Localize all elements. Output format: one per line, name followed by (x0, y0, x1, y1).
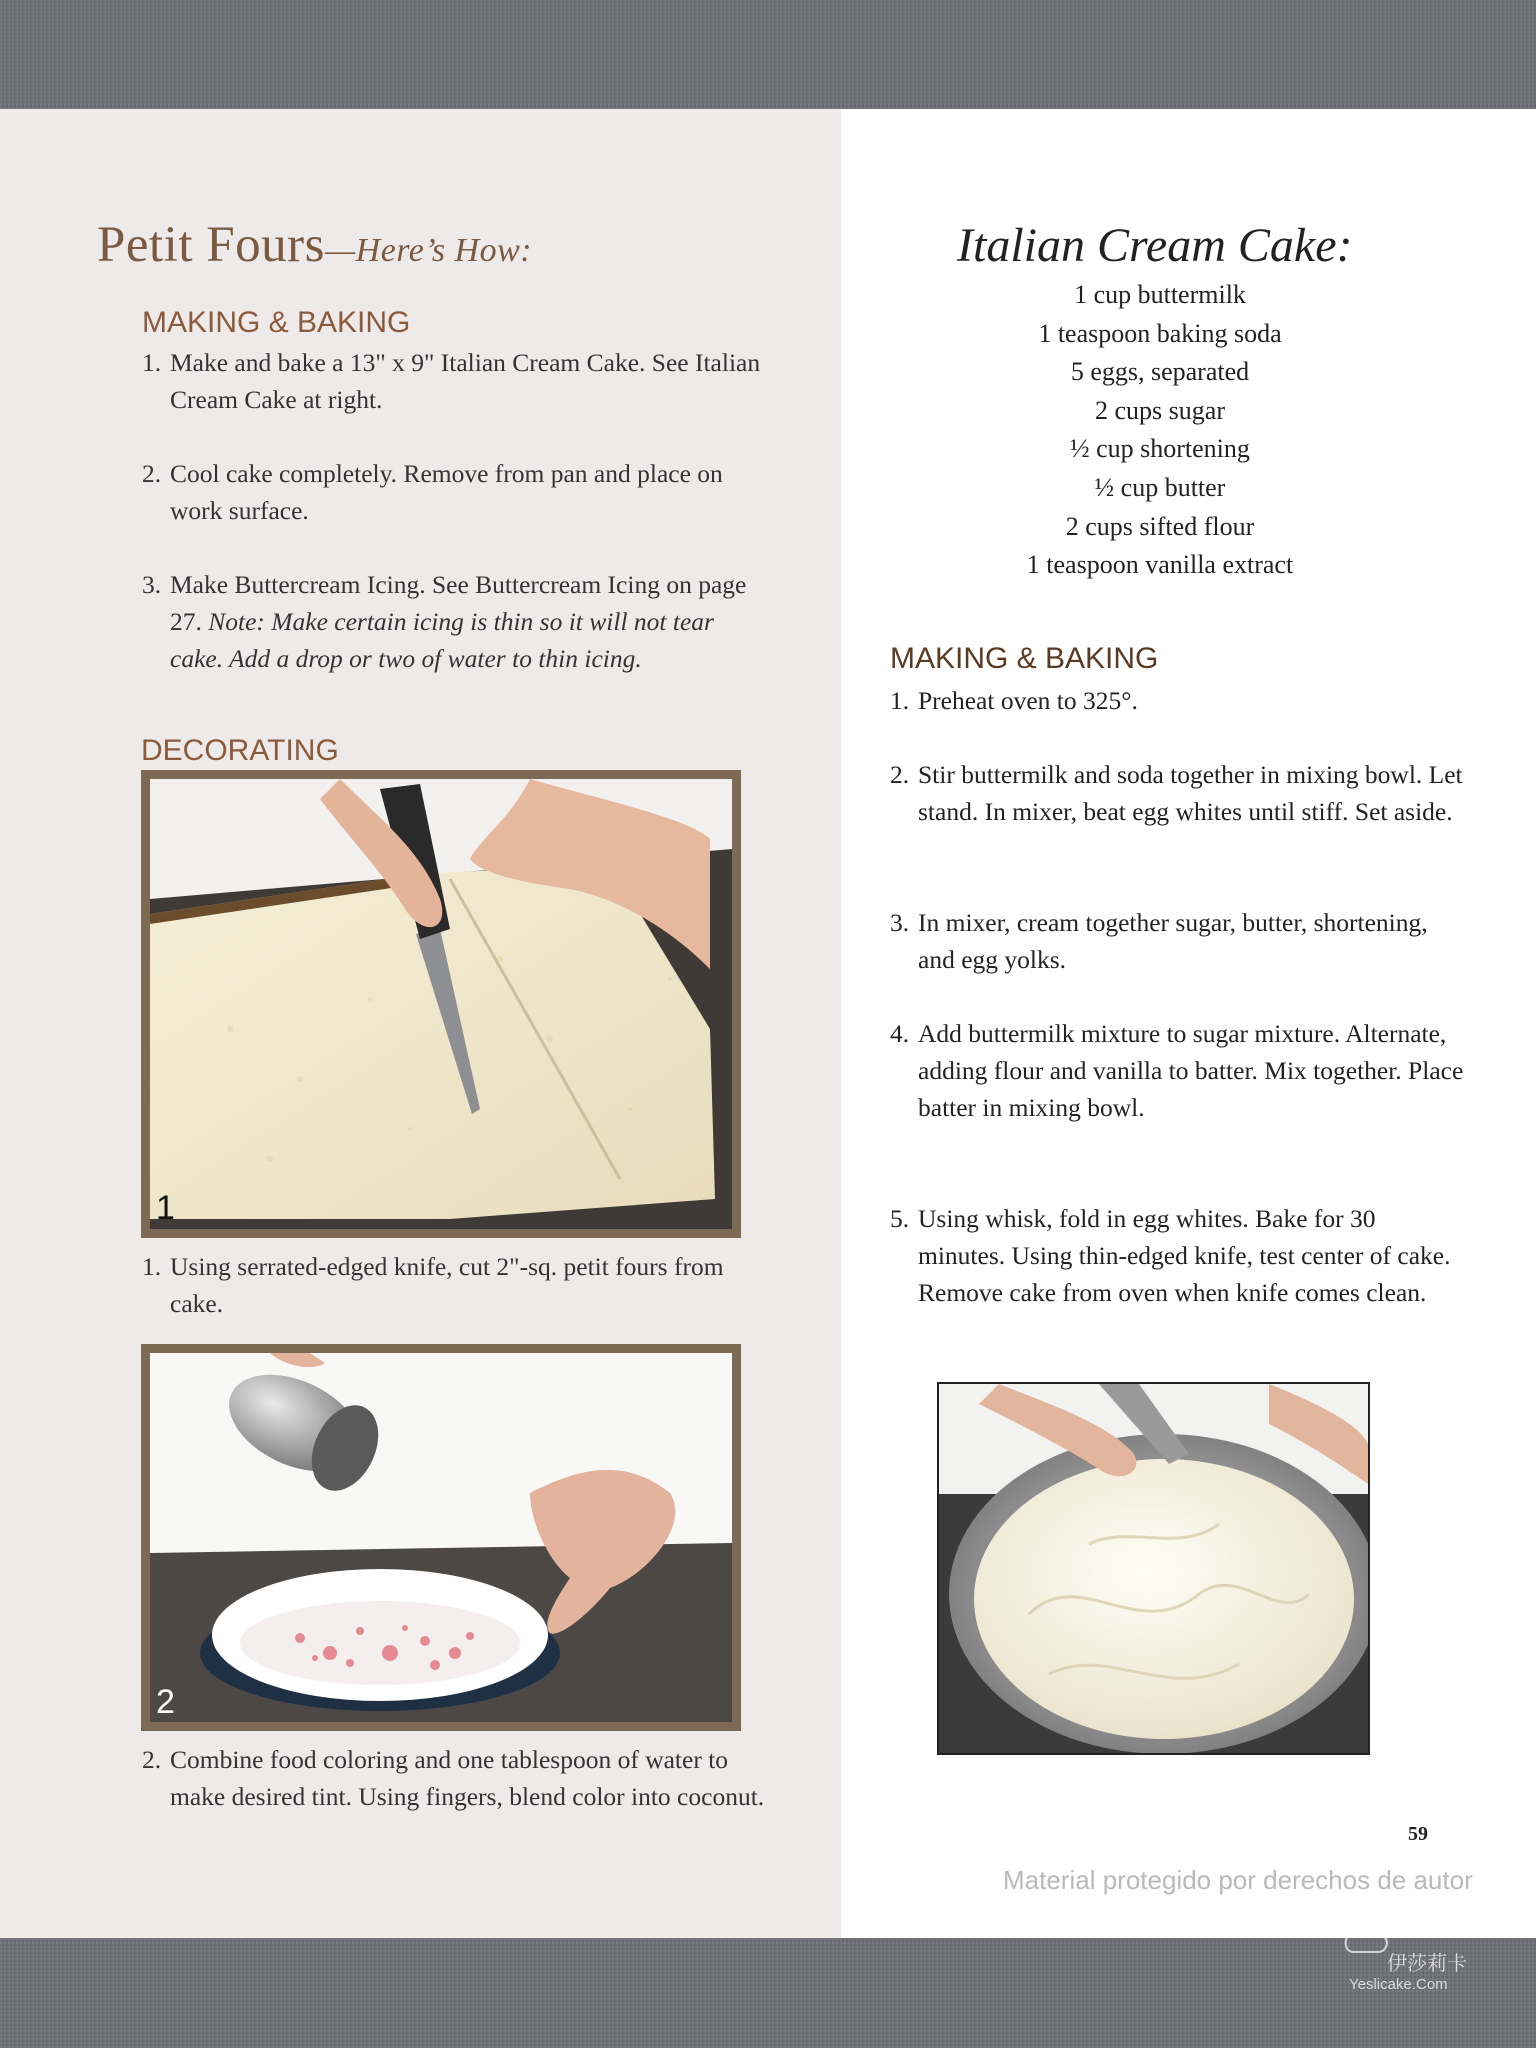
left-step-1: 1. Make and bake a 13" x 9" Italian Cream Cake. See Italian Cream Cake at right. (142, 348, 761, 414)
decorating-heading: DECORATING (141, 734, 339, 767)
ingredient-item: ½ cup butter (1094, 472, 1226, 502)
coconut-coloring-photo (141, 1344, 741, 1731)
right-step-5: 5. Using whisk, fold in egg whites. Bake for 30 minutes. Using thin-edged knife, test center of cake. Remove cake from oven when knife comes clean. (890, 1204, 1451, 1307)
watermark-chinese-text: 伊莎莉卡 (1387, 1951, 1467, 1975)
title-main: Petit Fours (97, 217, 325, 273)
right-step-1: 1. Preheat oven to 325°. (890, 686, 1138, 715)
background-band-top (0, 0, 1536, 109)
background-band-bottom (0, 1938, 1536, 2048)
photo-2-caption: 2. Combine food coloring and one tablespoon of water to make desired tint. Using fingers, blend color into coconut. (142, 1745, 765, 1811)
ingredient-item: ½ cup shortening (1070, 434, 1250, 464)
right-step-2: 2. Stir buttermilk and soda together in mixing bowl. Let stand. In mixer, beat egg whites until stiff. Set aside. (890, 760, 1463, 826)
ingredient-item: 2 cups sifted flour (1065, 511, 1255, 541)
icing-note: Note: Make certain icing is thin so it will not tear cake. Add a drop or two of water to thin icing. (170, 607, 714, 673)
ingredient-item: 1 teaspoon baking soda (1038, 318, 1282, 348)
photo-1-caption: 1. Using serrated-edged knife, cut 2"-sq. petit fours from cake. (142, 1252, 724, 1318)
photo-2-label: 2 (156, 1683, 175, 1721)
watermark-site-text: Yeslicake.Com (1349, 1976, 1448, 1993)
ingredient-item: 5 eggs, separated (1070, 357, 1250, 387)
page-title (97, 216, 532, 274)
ingredient-item: 2 cups sugar (1095, 395, 1225, 425)
making-baking-heading-right: MAKING & BAKING (890, 642, 1159, 675)
page-number: 59 (1408, 1823, 1428, 1845)
title-subtitle: —Here’s How: (324, 232, 533, 269)
right-step-4: 4. Add buttermilk mixture to sugar mixture. Alternate, adding flour and vanilla to batter. Mix together. Place batter in mixing bowl. (890, 1019, 1464, 1122)
photo-1-label: 1 (156, 1189, 175, 1227)
watermark-logo-icon (1340, 1922, 1390, 1967)
right-step-3: 3. In mixer, cream together sugar, butter, shortening, and egg yolks. (890, 908, 1428, 974)
copyright-notice: Material protegido por derechos de autor (1003, 1865, 1473, 1895)
recipe-title: Italian Cream Cake: (957, 219, 1353, 272)
left-step-3: 3. Make Buttercream Icing. See Buttercream Icing on page 27. Note: Make certain icing is thin so it will not tear cake. Add a drop or two of water to thin icing. (142, 570, 747, 673)
making-baking-heading-left: MAKING & BAKING (142, 306, 411, 339)
cake-cutting-photo (141, 770, 741, 1238)
batter-bowl-photo (937, 1382, 1370, 1755)
ingredient-item: 1 cup buttermilk (1074, 280, 1246, 309)
left-step-2: 2. Cool cake completely. Remove from pan and place on work surface. (142, 459, 723, 525)
ingredient-item: 1 teaspoon vanilla extract (1026, 550, 1294, 580)
ingredient-list (900, 276, 1420, 585)
